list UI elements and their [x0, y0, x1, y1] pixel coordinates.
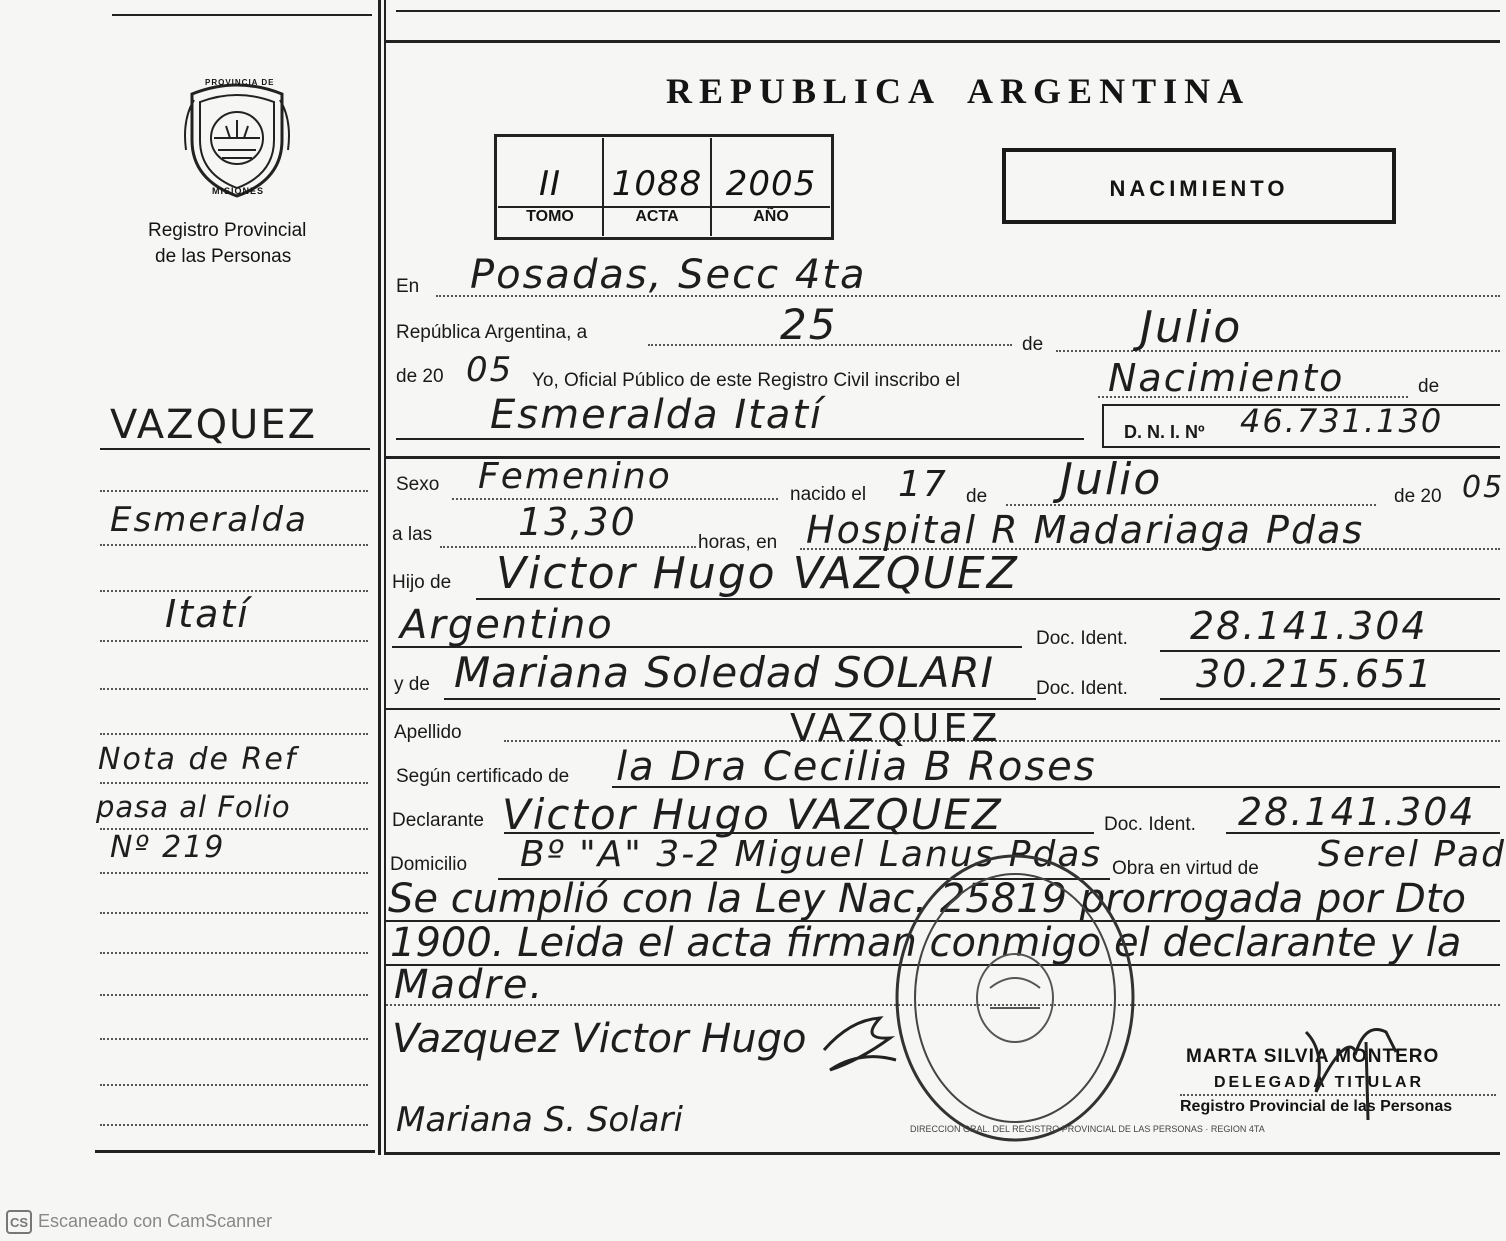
mother-name-rule: [444, 698, 1036, 700]
birth-year-suffix: 05: [1462, 470, 1505, 505]
de-label-3: de: [966, 486, 988, 507]
sexo-label: Sexo: [396, 474, 440, 495]
mother-doc-label: Doc. Ident.: [1036, 678, 1128, 699]
father-signature: Vazquez Victor Hugo: [392, 1016, 807, 1062]
a-las-label: a las: [392, 524, 433, 545]
margin-dotline-5: [100, 688, 368, 690]
tomo-cell: [498, 138, 604, 236]
margin-note-line1: Nota de Ref: [98, 742, 298, 777]
camscanner-text: Escaneado con CamScanner: [38, 1211, 273, 1231]
margin-surname: VAZQUEZ: [110, 402, 318, 448]
father-doc-value: 28.141.304: [1190, 604, 1428, 648]
official-signature-scribble: [820, 1010, 900, 1080]
note-line-3: Madre.: [394, 962, 545, 1008]
child-name-rule: [396, 438, 1084, 440]
birth-month-value: Julio: [1060, 454, 1163, 505]
province-emblem: [178, 80, 296, 200]
nacido-label: nacido el: [790, 484, 867, 505]
margin-dotline-6: [100, 733, 368, 735]
column-divider-inner: [384, 0, 386, 1155]
obra-label: Obra en virtud de: [1112, 858, 1259, 879]
father-nationality-value: Argentino: [400, 602, 614, 648]
registry-title-line1: Registro Provincial: [148, 220, 307, 241]
top-rule-right: [396, 10, 1500, 12]
birth-time-value: 13,30: [518, 500, 637, 544]
year-prefix: de 20: [396, 366, 444, 387]
official-name: MARTA SILVIA MONTERO: [1186, 1046, 1440, 1067]
acta-value: 1088: [611, 164, 703, 204]
country-title: REPUBLICA ARGENTINA: [666, 71, 1251, 111]
declarante-value: Victor Hugo VAZQUEZ: [502, 790, 1003, 839]
record-type-box: [1002, 148, 1396, 224]
margin-dotline-9: [100, 872, 368, 874]
day-value: 25: [780, 300, 838, 349]
declarante-label: Declarante: [392, 810, 484, 831]
margin-note-line2: pasa al Folio: [96, 790, 291, 824]
child-name-value: Esmeralda Itatí: [490, 392, 824, 438]
margin-note-line3: Nº 219: [110, 830, 226, 865]
father-doc-label: Doc. Ident.: [1036, 628, 1128, 649]
margin-dotline-4: [100, 640, 368, 642]
margin-surname-rule: [100, 448, 370, 450]
horas-label: horas, en: [698, 532, 778, 553]
note-line-1: Se cumplió con la Ley Nac. 25819 prorrogada por Dto: [388, 876, 1466, 922]
birth-year-prefix: de 20: [1394, 486, 1442, 507]
de-label-2: de: [1418, 376, 1440, 397]
top-rule-right-2: [386, 40, 1500, 43]
margin-dotline-1: [100, 490, 368, 492]
margin-dotline-14: [100, 1084, 368, 1086]
month-dotline: [1056, 350, 1500, 352]
year-suffix: 05: [466, 350, 514, 390]
dni-label: D. N. I. Nº: [1124, 422, 1205, 442]
domicilio-value: Bº "A" 3-2 Miguel Lanus Pdas: [520, 834, 1103, 875]
father-name-value: Victor Hugo VAZQUEZ: [496, 548, 1019, 599]
mother-signature: Mariana S. Solari: [396, 1100, 683, 1140]
birth-place-value: Hospital R Madariaga Pdas: [806, 508, 1365, 552]
emblem-text-bottom: MISIONES: [212, 186, 265, 196]
emblem-text-top: PROVINCIA DE: [205, 78, 275, 87]
acta-label: ACTA: [635, 208, 679, 225]
note-line-2: 1900. Leida el acta firman conmigo el declarante y la: [390, 920, 1462, 966]
bottom-rule-right: [386, 1152, 1500, 1155]
ano-value: 2005: [725, 164, 817, 204]
place-value: Posadas, Secc 4ta: [470, 252, 867, 298]
official-signature-mark: [1296, 1012, 1416, 1122]
certificado-value: la Dra Cecilia B Roses: [616, 744, 1097, 790]
margin-dotline-10: [100, 912, 368, 914]
registry-title-line2: de las Personas: [155, 246, 292, 267]
margin-dotline-7: [100, 782, 368, 784]
margin-dotline-15: [100, 1124, 368, 1126]
ano-label: AÑO: [753, 208, 789, 225]
tomo-value: II: [538, 164, 562, 204]
obra-value: Serel Pad: [1318, 834, 1506, 875]
statement-text: Yo, Oficial Público de este Registro Civil inscribo el: [532, 370, 961, 391]
acta-cell: [604, 138, 712, 236]
de-label: de: [1022, 334, 1044, 355]
en-label: En: [396, 276, 420, 297]
sexo-value: Femenino: [478, 456, 672, 497]
record-box-divider: [498, 206, 830, 208]
act-type-value: Nacimiento: [1108, 356, 1345, 400]
certificado-label: Según certificado de: [396, 766, 570, 787]
dni-value: 46.731.130: [1240, 402, 1444, 440]
top-rule-left: [112, 14, 372, 16]
margin-dotline-2: [100, 544, 368, 546]
margin-dotline-12: [100, 994, 368, 996]
mother-doc-value: 30.215.651: [1196, 652, 1434, 696]
margin-second-name: Itatí: [165, 592, 250, 636]
record-type-label: NACIMIENTO: [1109, 176, 1289, 201]
margin-dotline-11: [100, 952, 368, 954]
camscanner-badge: [6, 1210, 32, 1234]
declarante-doc-value: 28.141.304: [1238, 790, 1476, 834]
camscanner-badge-text: CS: [10, 1215, 29, 1230]
tomo-label: TOMO: [526, 208, 574, 225]
hijo-label: Hijo de: [392, 572, 452, 593]
republica-label: República Argentina, a: [396, 322, 588, 343]
margin-first-name: Esmeralda: [110, 500, 308, 540]
apellido-value: VAZQUEZ: [790, 706, 1002, 750]
mother-name-value: Mariana Soledad SOLARI: [454, 648, 995, 697]
column-divider: [378, 0, 381, 1155]
apellido-dotline: [504, 740, 1500, 742]
domicilio-label: Domicilio: [390, 854, 468, 875]
margin-dotline-13: [100, 1038, 368, 1040]
declarante-doc-label: Doc. Ident.: [1104, 814, 1196, 835]
official-office: Registro Provincial de las Personas: [1180, 1098, 1453, 1115]
bottom-rule-left: [95, 1150, 375, 1153]
seal-text: DIRECCION GRAL. DEL REGISTRO PROVINCIAL DE LAS PERSONAS · REGION 4TA: [910, 1124, 1265, 1134]
month-value: Julio: [1140, 302, 1243, 353]
mother-doc-rule: [1160, 698, 1500, 700]
birth-day-value: 17: [898, 464, 948, 505]
official-title: DELEGADA TITULAR: [1214, 1074, 1425, 1091]
ano-cell: [712, 138, 830, 236]
apellido-label: Apellido: [394, 722, 462, 743]
y-de-label: y de: [394, 674, 430, 695]
